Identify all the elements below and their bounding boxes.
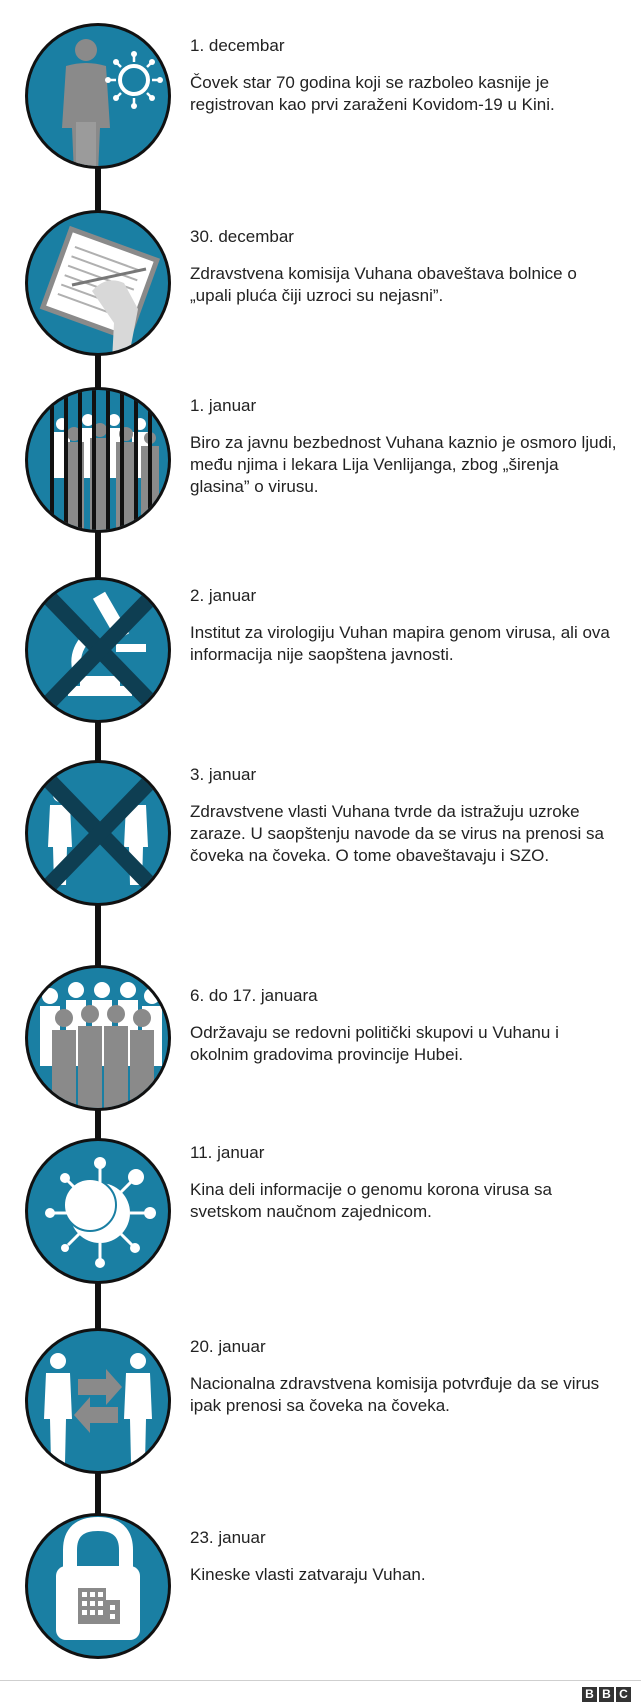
event-date: 23. januar xyxy=(190,1528,266,1547)
man-with-virus-icon xyxy=(20,18,176,174)
bbc-logo xyxy=(582,1687,631,1702)
event-description: Zdravstvena komisija Vuhana obaveštava bolnice o „upali pluća čiji uzroci su nejasni”. xyxy=(190,264,577,305)
padlock-city-icon xyxy=(20,1508,176,1664)
bbc-logo-letter: B xyxy=(582,1687,597,1702)
bbc-logo-letter: C xyxy=(616,1687,631,1702)
event-date: 30. decembar xyxy=(190,227,294,246)
event-description: Biro za javnu bezbednost Vuhana kaznio je osmoro ljudi, među njima i lekara Lija Venlijanga, zbog „širenja glasina” o virusu. xyxy=(190,433,617,496)
event-description: Zdravstvene vlasti Vuhana tvrde da istražuju uzroke zaraze. U saopštenju navode da se virus na prenosi sa čoveka na čoveka. O tome obaveštavaju i SZO. xyxy=(190,802,604,865)
event-date: 2. januar xyxy=(190,586,257,605)
event-date: 11. januar xyxy=(190,1143,265,1162)
event-description: Institut za virologiju Vuhan mapira genom virusa, ali ova informacija nije saopštena javnosti. xyxy=(190,623,610,664)
crossed-microscope-icon xyxy=(20,572,176,728)
event-description: Čovek star 70 godina koji se razboleo kasnije je registrovan kao prvi zaraženi Kovidom-19 u Kini. xyxy=(190,73,555,114)
footer-divider xyxy=(0,1680,641,1681)
bbc-logo-letter: B xyxy=(599,1687,614,1702)
event-description: Održavaju se redovni politički skupovi u Vuhanu i okolnim gradovima provincije Hubei. xyxy=(190,1023,559,1064)
event-date: 1. januar xyxy=(190,396,257,415)
event-description: Nacionalna zdravstvena komisija potvrđuje da se virus ipak prenosi sa čoveka na čoveka. xyxy=(190,1374,600,1415)
virus-icon xyxy=(20,1133,176,1289)
event-description: Kina deli informacije o genomu korona virusa sa svetskom naučnom zajednicom. xyxy=(190,1180,552,1221)
event-date: 6. do 17. januara xyxy=(190,986,318,1005)
event-description: Kineske vlasti zatvaraju Vuhan. xyxy=(190,1565,426,1584)
event-date: 1. decembar xyxy=(190,36,285,55)
people-behind-bars-icon xyxy=(20,382,176,538)
event-date: 3. januar xyxy=(190,765,257,784)
hand-writing-document-icon xyxy=(20,205,176,361)
person-to-person-transmission-icon xyxy=(20,1323,176,1479)
event-date: 20. januar xyxy=(190,1337,266,1356)
crossed-two-people-icon xyxy=(20,755,176,911)
crowd-icon xyxy=(20,960,176,1116)
